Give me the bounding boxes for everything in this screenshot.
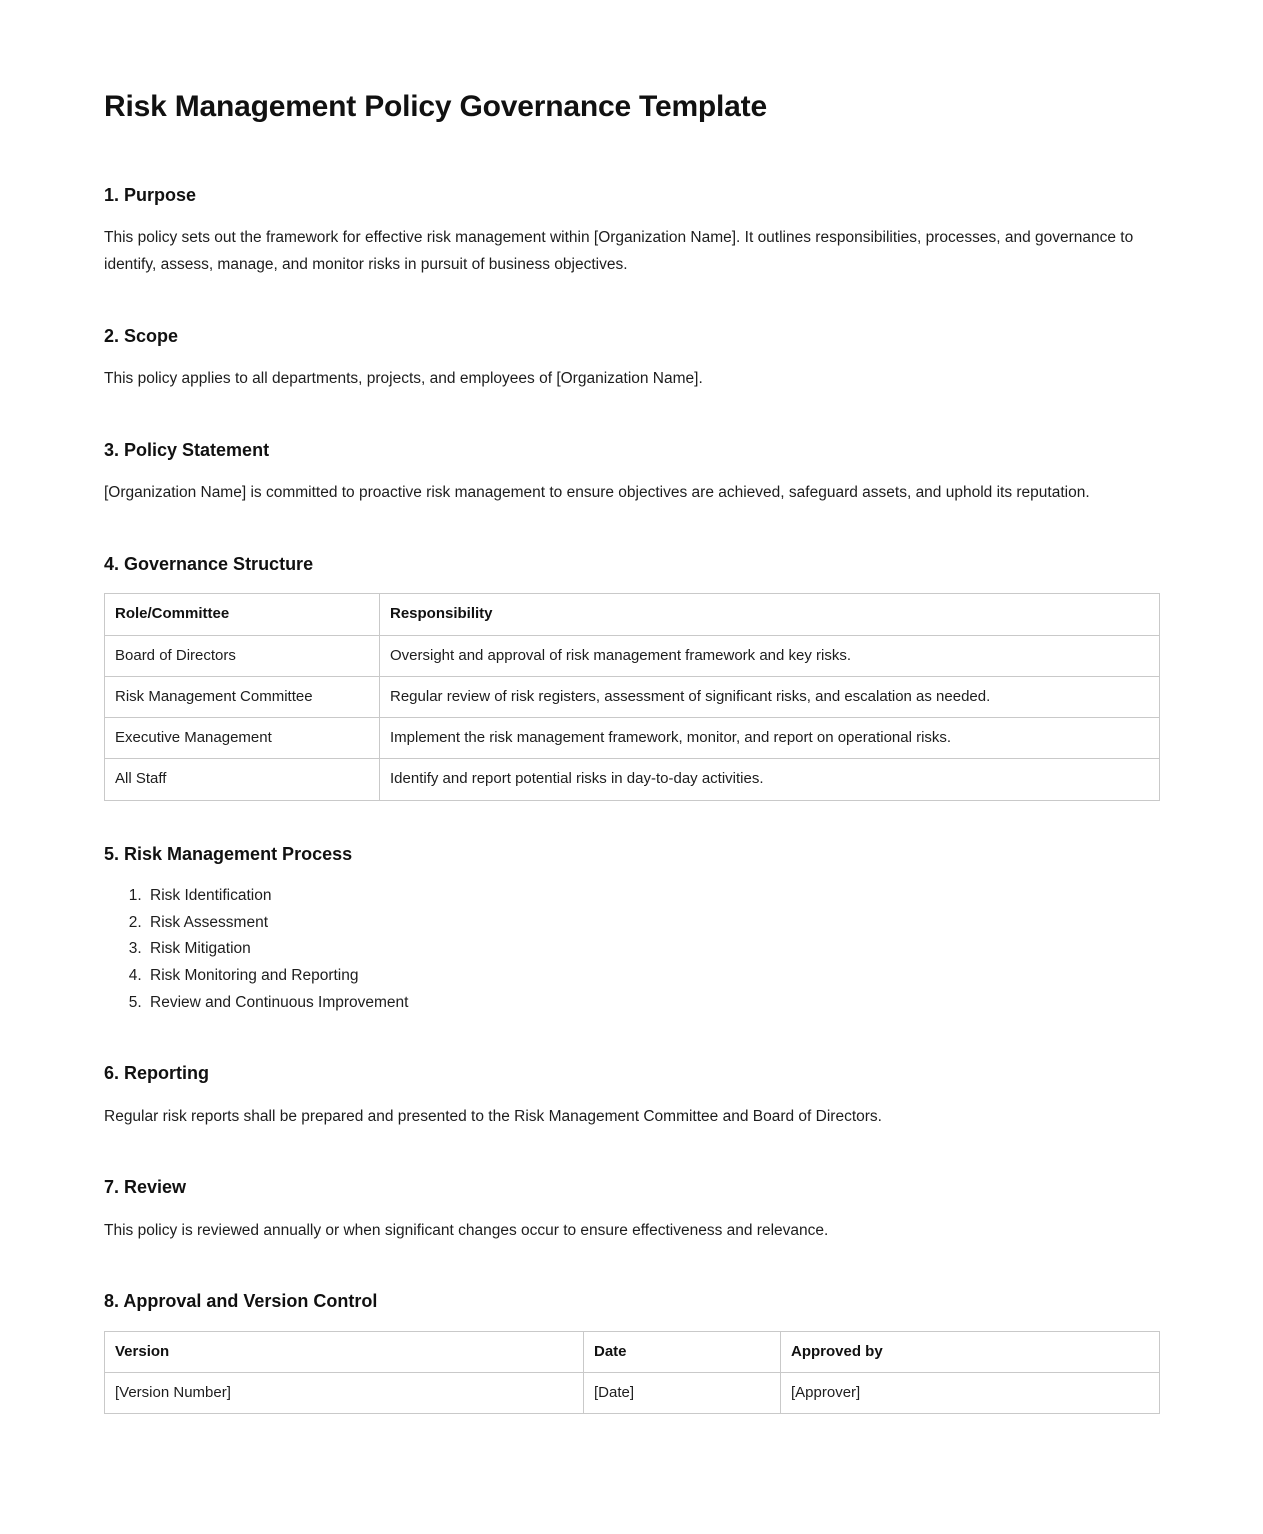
risk-management-process-list <box>104 883 1159 1016</box>
table-header-cell: Responsibility <box>380 594 1160 635</box>
table-row <box>105 759 1160 800</box>
table-cell-approved-by: [Approver] <box>781 1372 1160 1413</box>
section-body-scope: This policy applies to all departments, projects, and employees of [Organization Name]. <box>104 370 703 388</box>
table-cell-role: All Staff <box>105 759 380 800</box>
section-heading-purpose: 1. Purpose <box>104 184 197 205</box>
table-row <box>105 676 1160 717</box>
section-scope <box>104 325 1159 393</box>
table-header-cell: Role/Committee <box>105 594 380 635</box>
table-row <box>105 635 1160 676</box>
list-item: 4. Risk Monitoring and Reporting <box>146 963 1159 990</box>
list-item: 5. Review and Continuous Improvement <box>146 990 1159 1017</box>
table-header-cell: Date <box>584 1331 781 1372</box>
section-heading-review: 7. Review <box>104 1177 187 1198</box>
section-body-policy-statement: [Organization Name] is committed to proactive risk management to ensure objectives are achieved, safeguard assets, and uphold its reputation. <box>104 484 1090 502</box>
section-review <box>104 1176 1159 1244</box>
section-body-purpose: This policy sets out the framework for effective risk management within [Organization Name]. It outlines responsibilities, processes, and governance to identify, assess, manage, and monitor risks in pursuit of business objectives. <box>104 228 1134 274</box>
table-header-cell: Version <box>105 1331 584 1372</box>
table-cell-role: Risk Management Committee <box>105 676 380 717</box>
table-header-cell: Approved by <box>781 1331 1160 1372</box>
section-heading-approval-version-control: 8. Approval and Version Control <box>104 1291 378 1312</box>
table-cell-responsibility: Identify and report potential risks in day-to-day activities. <box>380 759 1160 800</box>
table-cell-responsibility: Oversight and approval of risk management framework and key risks. <box>380 635 1160 676</box>
list-item: 2. Risk Assessment <box>146 910 1159 937</box>
section-heading-scope: 2. Scope <box>104 326 179 347</box>
governance-structure-table <box>104 593 1160 800</box>
section-reporting <box>104 1062 1159 1130</box>
table-row <box>105 718 1160 759</box>
table-row <box>105 1372 1160 1413</box>
table-cell-role: Executive Management <box>105 718 380 759</box>
section-heading-policy-statement: 3. Policy Statement <box>104 440 270 461</box>
section-body-reporting: Regular risk reports shall be prepared and presented to the Risk Management Committee and Board of Directors. <box>104 1107 882 1125</box>
section-heading-reporting: 6. Reporting <box>104 1063 210 1084</box>
table-cell-version: [Version Number] <box>105 1372 584 1413</box>
table-header-row <box>105 1331 1160 1372</box>
table-header-row <box>105 594 1160 635</box>
approval-version-control-table <box>104 1331 1160 1415</box>
section-governance-structure <box>104 553 1159 801</box>
table-cell-role: Board of Directors <box>105 635 380 676</box>
section-heading-risk-management-process: 5. Risk Management Process <box>104 843 353 864</box>
section-heading-governance-structure: 4. Governance Structure <box>104 553 314 574</box>
table-cell-responsibility: Implement the risk management framework, monitor, and report on operational risks. <box>380 718 1160 759</box>
section-risk-management-process <box>104 843 1159 1017</box>
section-policy-statement <box>104 439 1159 507</box>
page-title: Risk Management Policy Governance Template <box>104 90 767 123</box>
section-purpose <box>104 184 1159 280</box>
table-cell-responsibility: Regular review of risk registers, assessment of significant risks, and escalation as needed. <box>380 676 1160 717</box>
page-bottom-spacer <box>104 1414 1159 1534</box>
list-item: 1. Risk Identification <box>146 883 1159 910</box>
table-cell-date: [Date] <box>584 1372 781 1413</box>
section-approval-version-control <box>104 1290 1159 1414</box>
section-body-review: This policy is reviewed annually or when significant changes occur to ensure effectiveness and relevance. <box>104 1221 829 1239</box>
list-item: 3. Risk Mitigation <box>146 936 1159 963</box>
